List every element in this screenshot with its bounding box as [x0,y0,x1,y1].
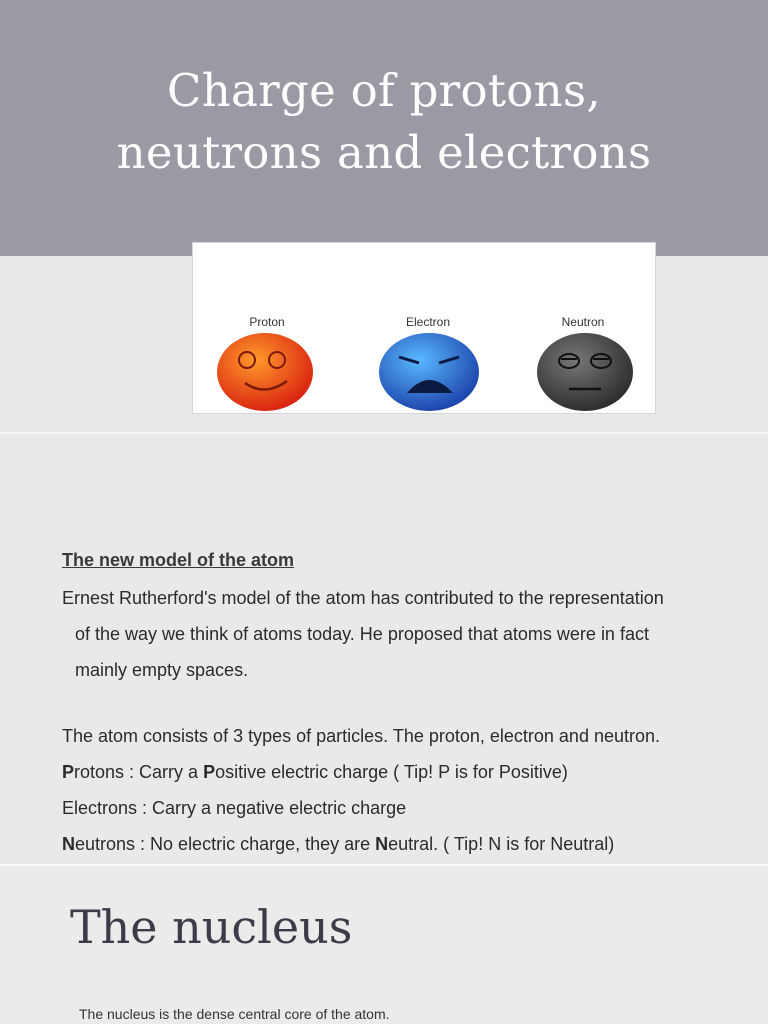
protons-text-2: ositive electric charge ( Tip! P is for Positive) [215,762,568,782]
protons-text-1: rotons : Carry a [74,762,204,782]
nucleus-heading: The nucleus [70,900,353,954]
title-slide [0,0,768,432]
neutrons-text-2: eutral. ( Tip! N is for Neutral) [388,834,615,854]
title-line-2: neutrons and electrons [116,126,652,179]
particles-intro: The atom consists of 3 types of particles. The proton, electron and neutron. [62,726,660,746]
neutrons-line [62,834,614,855]
electron-label: Electron [405,315,451,329]
protons-line [62,762,568,783]
paragraph-line-1: Ernest Rutherford's model of the atom has contributed to the representation [62,588,664,608]
slide-title [0,60,768,184]
title-line-1: Charge of protons, [167,64,601,117]
paragraph-line-3: mainly empty spaces. [75,660,249,680]
electrons-line: Electrons : Carry a negative electric charge [62,798,407,818]
section-heading: The new model of the atom [62,550,295,570]
atom-model-slide [0,434,768,864]
neutrons-bold-n: N [62,834,75,854]
neutron-face-icon [535,331,635,413]
protons-bold-p: P [62,762,75,782]
paragraph-line-2: of the way we think of atoms today. He proposed that atoms were in fact [75,624,649,644]
neutrons-bold-neutral: N [375,834,389,854]
neutron-label: Neutron [561,315,605,329]
electron-face-icon [377,331,481,413]
nucleus-text: The nucleus is the dense central core of the atom. [79,1006,390,1022]
neutrons-text-1: eutrons : No electric charge, they are [75,834,376,854]
protons-bold-positive: P [203,762,216,782]
nucleus-slide [0,866,768,1024]
proton-label: Proton [249,315,285,329]
proton-face-icon [215,331,315,413]
particles-image [192,242,656,414]
